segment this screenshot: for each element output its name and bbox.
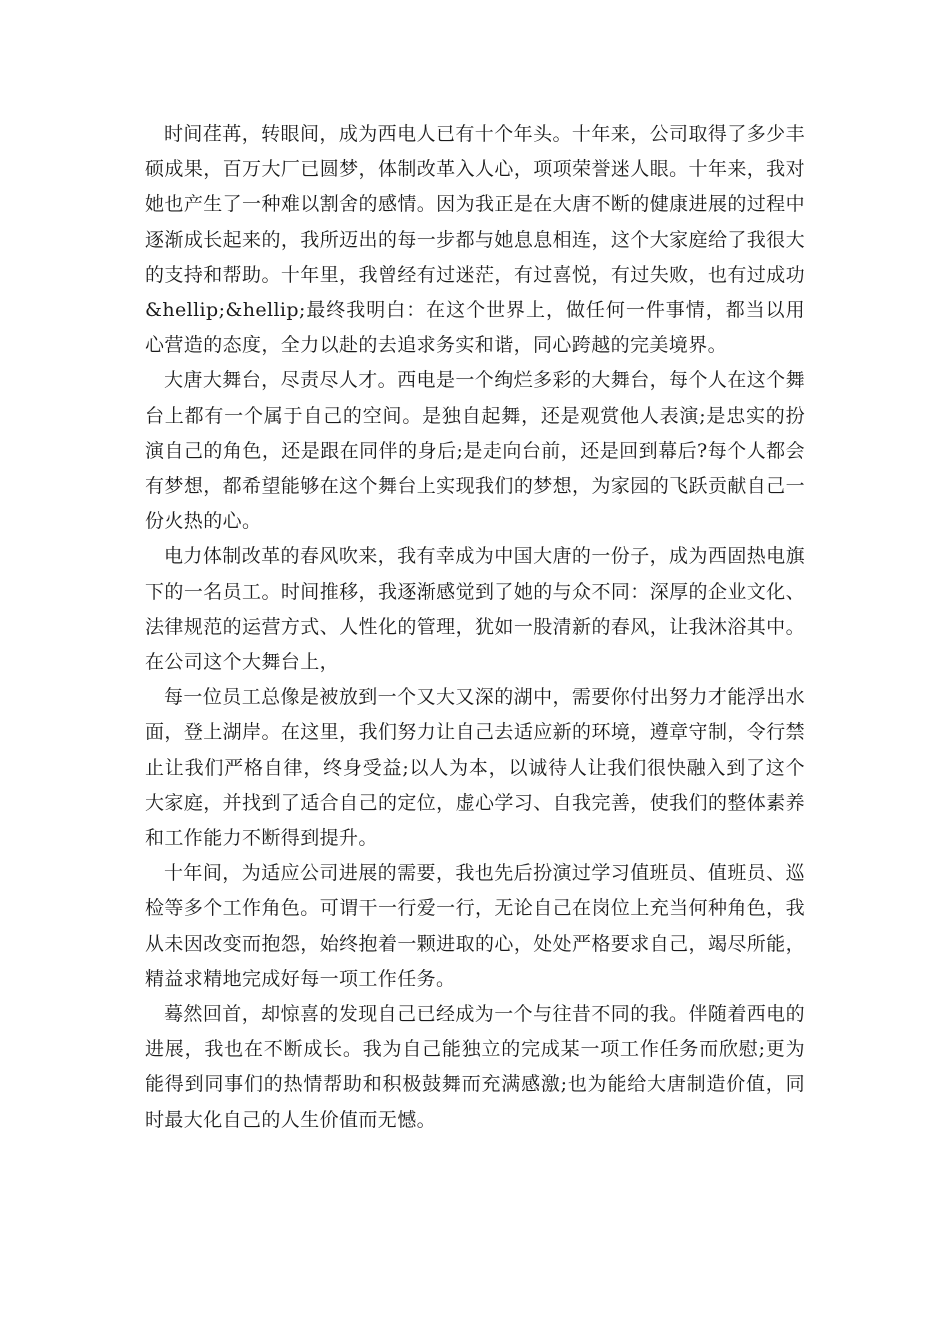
document-body (145, 117, 805, 1138)
paragraph-3: 电力体制改革的春风吹来，我有幸成为中国大唐的一份子，成为西固热电旗下的一名员工。时间推移，我逐渐感觉到了她的与众不同：深厚的企业文化、法律规范的运营方式、人性化的管理，犹如一股清新的春风，让我沐浴其中。在公司这个大舞台上， (145, 545, 805, 674)
paragraph-2: 大唐大舞台，尽责尽人才。西电是一个绚烂多彩的大舞台，每个人在这个舞台上都有一个属于自己的空间。是独自起舞，还是观赏他人表演;是忠实的扮演自己的角色，还是跟在同伴的身后;是走向台前，还是回到幕后?每个人都会有梦想，都希望能够在这个舞台上实现我们的梦想，为家园的飞跃贡献自己一份火热的心。 (145, 369, 805, 533)
paragraph-5: 十年间，为适应公司进展的需要，我也先后扮演过学习值班员、值班员、巡检等多个工作角色。可谓干一行爱一行，无论自己在岗位上充当何种角色，我从未因改变而抱怨，始终抱着一颗进取的心，处处严格要求自己，竭尽所能，精益求精地完成好每一项工作任务。 (145, 862, 805, 990)
paragraph-1: 时间荏苒，转眼间，成为西电人已有十个年头。十年来，公司取得了多少丰硕成果，百万大厂已圆梦，体制改革入人心，项项荣誉迷人眼。十年来，我对她也产生了一种难以割舍的感情。因为我正是在大唐不断的健康进展的过程中逐渐成长起来的，我所迈出的每一步都与她息息相连，这个大家庭给了我很大的支持和帮助。十年里，我曾经有过迷茫，有过喜悦，有过失败，也有过成功&hellip;&hellip;最终我明白：在这个世界上，做任何一件事情，都当以用心营造的态度，全力以赴的去追求务实和谐，同心跨越的完美境界。 (145, 123, 805, 357)
paragraph-6: 蓦然回首，却惊喜的发现自己已经成为一个与往昔不同的我。伴随着西电的进展，我也在不断成长。我为自己能独立的完成某一项工作任务而欣慰;更为能得到同事们的热情帮助和积极鼓舞而充满感激;也为能给大唐制造价值，同时最大化自己的人生价值而无憾。 (145, 1003, 805, 1131)
paragraph-4: 每一位员工总像是被放到一个又大又深的湖中，需要你付出努力才能浮出水面，登上湖岸。在这里，我们努力让自己去适应新的环境，遵章守制，令行禁止让我们严格自律，终身受益;以人为本，以诚待人让我们很快融入到了这个大家庭，并找到了适合自己的定位，虚心学习、自我完善，使我们的整体素养和工作能力不断得到提升。 (145, 686, 805, 850)
